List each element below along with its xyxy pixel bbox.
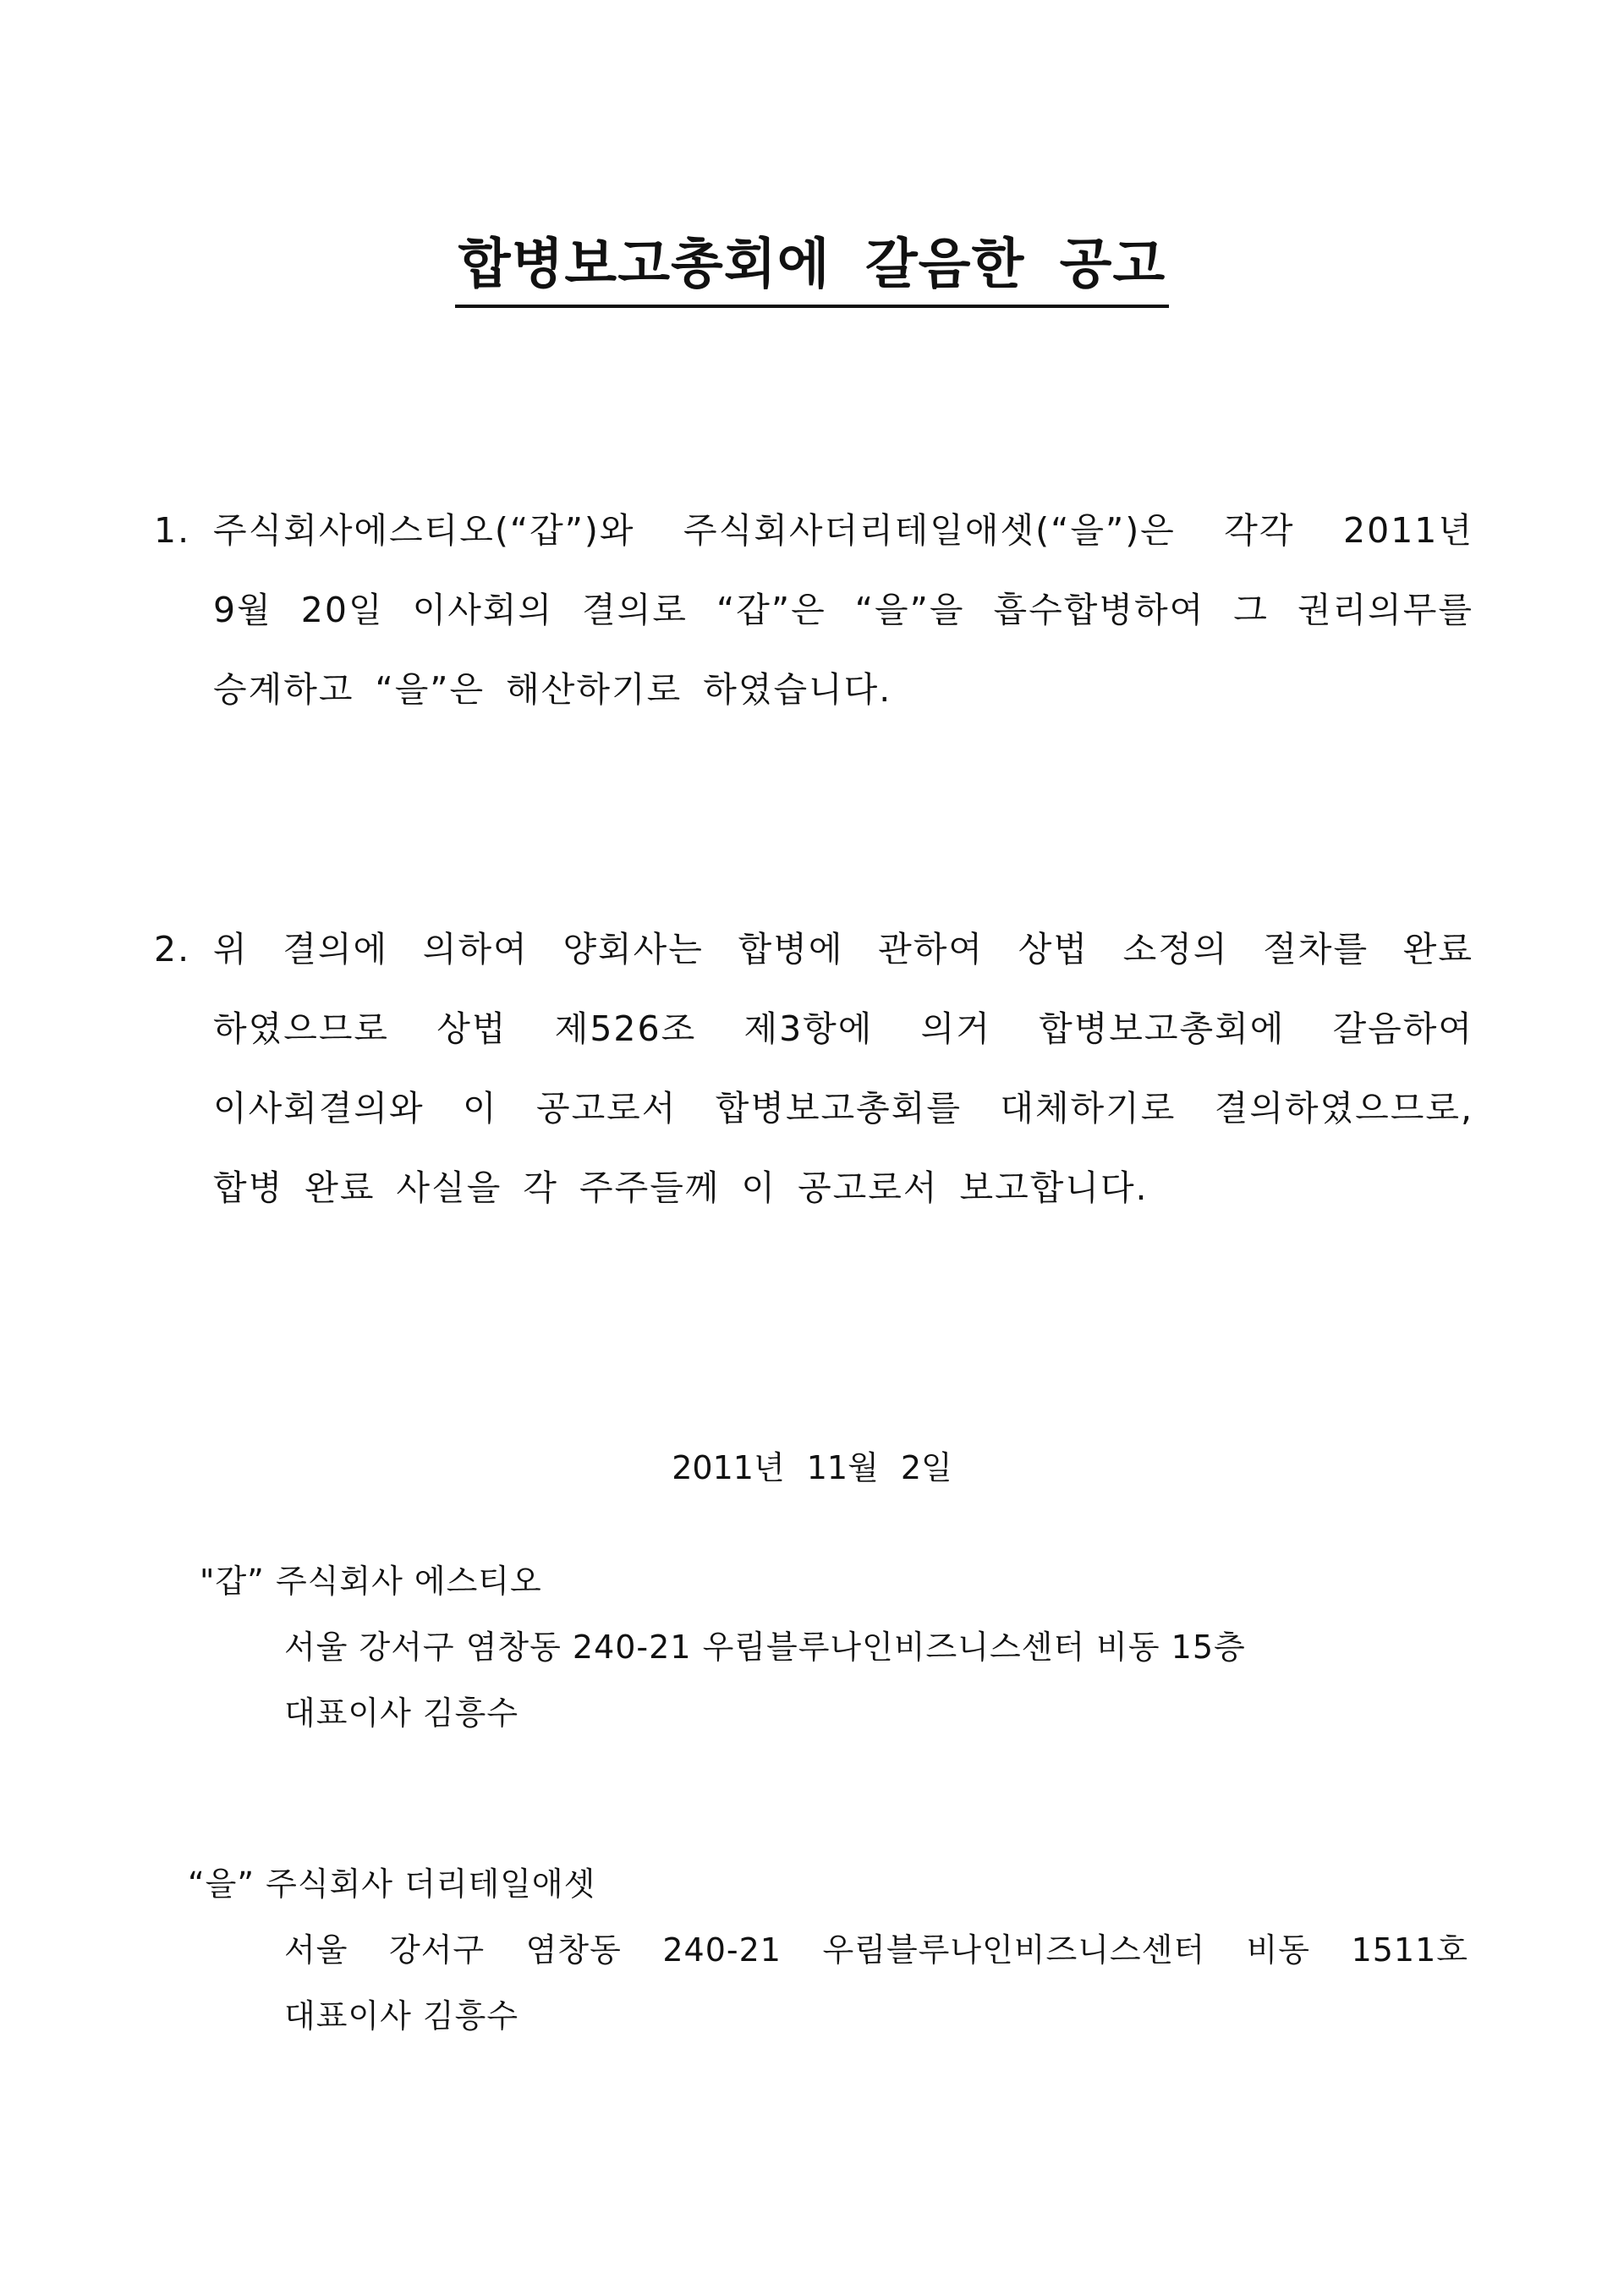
- notice-date: 2011년 11월 2일: [672, 1449, 952, 1486]
- clause-2-line: 이사회결의와 이 공고로서 합병보고총회를 대체하기로 결의하였으므로,: [213, 1088, 1473, 1129]
- clause-1: [154, 491, 1473, 729]
- clause-1-line: 주식회사에스티오(“갑”)와 주식회사더리테일애셋(“을”)은 각각 2011년: [213, 510, 1473, 551]
- clause-2-number: 2.: [154, 929, 191, 969]
- party-a-name: "갑” 주식회사 에스티오: [200, 1563, 542, 1600]
- clause-2-body: [213, 909, 1473, 1228]
- party-a-representative: 대표이사 김흥수: [284, 1695, 519, 1732]
- document-title-text: 합병보고총회에 갈음한 공고: [455, 227, 1169, 308]
- document-title: [0, 227, 1624, 308]
- clause-1-line: 9월 20일 이사회의 결의로 “갑”은 “을”을 흡수합병하여 그 권리의무를: [213, 590, 1473, 630]
- party-a-block: [200, 1548, 1246, 1746]
- clause-1-number: 1.: [154, 510, 191, 551]
- party-b-name: “을” 주식회사 더리테일애셋: [188, 1865, 596, 1903]
- party-a-address: 서울 강서구 염창동 240-21 우림블루나인비즈니스센터 비동 15층: [284, 1629, 1246, 1666]
- party-b-representative: 대표이사 김흥수: [284, 1997, 519, 2035]
- clause-1-body: [213, 491, 1473, 729]
- clause-1-line: 승계하고 “을”은 해산하기로 하였습니다.: [213, 669, 892, 710]
- party-b-address: 서울 강서구 염창동 240-21 우림블루나인비즈니스센터 비동 1511호: [284, 1931, 1468, 1969]
- clause-2-line: 하였으므로 상법 제526조 제3항에 의거 합병보고총회에 갈음하여: [213, 1008, 1473, 1049]
- clause-2-line: 위 결의에 의하여 양회사는 합병에 관하여 상법 소정의 절차를 완료: [213, 929, 1473, 969]
- clause-2-line: 합병 완료 사실을 각 주주들께 이 공고로서 보고합니다.: [213, 1167, 1149, 1208]
- clause-2: [154, 909, 1473, 1228]
- party-b-block: [188, 1851, 1468, 2049]
